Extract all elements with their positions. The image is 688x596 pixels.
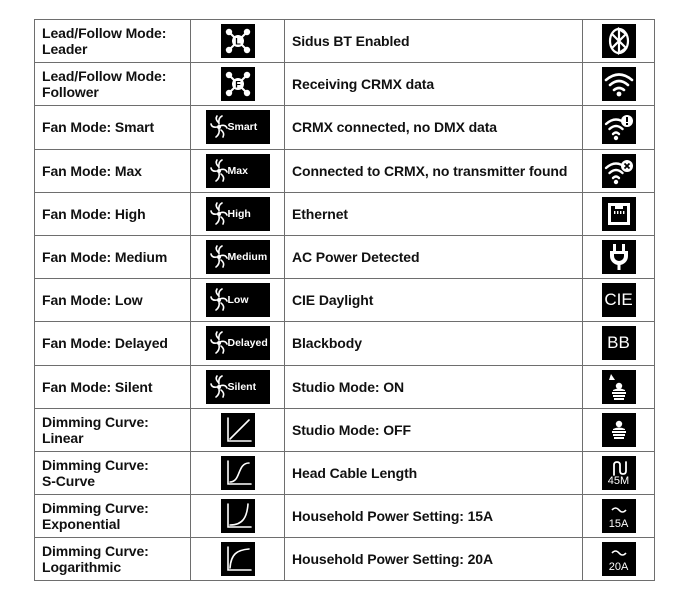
left-icon-cell [191, 192, 285, 235]
exponential-curve-icon [221, 499, 255, 533]
bb-icon [602, 326, 636, 360]
fan-silent-icon [206, 370, 270, 404]
right-icon-cell [583, 149, 655, 192]
fan-icon-text: High [227, 207, 251, 220]
table-row [35, 279, 655, 322]
right-icon-cell [583, 106, 655, 149]
fan-max-icon [206, 154, 270, 188]
right-icon-cell [583, 63, 655, 106]
right-status-label: Connected to CRMX, no transmitter found [285, 149, 583, 192]
cable-length-icon [602, 456, 636, 490]
fan-medium-icon [206, 240, 270, 274]
fan-delayed-icon [206, 326, 270, 360]
table-row [35, 365, 655, 408]
fan-icon-text: Silent [227, 380, 257, 393]
right-icon-cell [583, 495, 655, 538]
right-status-label: AC Power Detected [285, 235, 583, 278]
icon-legend-table [34, 19, 655, 581]
sidus-bluetooth-icon [602, 24, 636, 58]
right-icon-cell [583, 235, 655, 278]
table-row [35, 495, 655, 538]
left-icon-cell [191, 20, 285, 63]
right-icon-cell [583, 279, 655, 322]
logarithmic-curve-icon [221, 542, 255, 576]
svg-text:L: L [234, 36, 241, 47]
table-row [35, 538, 655, 581]
right-status-label: Receiving CRMX data [285, 63, 583, 106]
right-icon-cell [583, 451, 655, 494]
left-icon-cell [191, 235, 285, 278]
icon-text: 15A [608, 518, 629, 531]
fan-icon-text: Low [227, 294, 249, 307]
fan-icon-text: Max [227, 164, 248, 177]
fan-icon-text: Smart [227, 121, 258, 134]
table-row [35, 408, 655, 451]
right-icon-cell [583, 408, 655, 451]
wifi-x-icon [602, 154, 636, 188]
right-status-label: CIE Daylight [285, 279, 583, 322]
leader-network-icon [221, 24, 255, 58]
left-icon-cell [191, 322, 285, 365]
table-row [35, 106, 655, 149]
left-mode-label: Fan Mode: Medium [35, 235, 191, 278]
left-icon-cell [191, 365, 285, 408]
left-mode-label: Dimming Curve: Exponential [35, 495, 191, 538]
left-icon-cell [191, 279, 285, 322]
left-mode-label: Fan Mode: Delayed [35, 322, 191, 365]
icon-text: 20A [608, 561, 629, 574]
right-status-label: Household Power Setting: 20A [285, 538, 583, 581]
table-row [35, 63, 655, 106]
table-row [35, 20, 655, 63]
right-icon-cell [583, 322, 655, 365]
right-status-label: Ethernet [285, 192, 583, 235]
ethernet-port-icon [602, 197, 636, 231]
right-status-label: Household Power Setting: 15A [285, 495, 583, 538]
left-mode-label: Fan Mode: Smart [35, 106, 191, 149]
icon-text: CIE [604, 290, 633, 310]
cie-icon [602, 283, 636, 317]
left-icon-cell [191, 149, 285, 192]
left-mode-label: Fan Mode: Low [35, 279, 191, 322]
s-curve-icon [221, 456, 255, 490]
left-mode-label: Fan Mode: High [35, 192, 191, 235]
right-icon-cell [583, 192, 655, 235]
right-status-label: CRMX connected, no DMX data [285, 106, 583, 149]
fan-icon-text: Delayed [227, 337, 268, 350]
wifi-icon [602, 67, 636, 101]
left-icon-cell [191, 408, 285, 451]
table-row [35, 322, 655, 365]
table-row [35, 451, 655, 494]
left-mode-label: Dimming Curve: S-Curve [35, 451, 191, 494]
svg-text:F: F [234, 79, 241, 90]
right-icon-cell [583, 365, 655, 408]
right-icon-cell [583, 538, 655, 581]
left-mode-label: Fan Mode: Silent [35, 365, 191, 408]
left-mode-label: Dimming Curve: Linear [35, 408, 191, 451]
left-mode-label: Fan Mode: Max [35, 149, 191, 192]
left-icon-cell [191, 538, 285, 581]
fan-icon-text: Medium [227, 251, 268, 264]
icon-text: 45M [607, 474, 630, 487]
left-mode-label: Lead/Follow Mode: Leader [35, 20, 191, 63]
power-15a-icon [602, 499, 636, 533]
follower-network-icon [221, 67, 255, 101]
table-row [35, 235, 655, 278]
linear-curve-icon [221, 413, 255, 447]
right-status-label: Sidus BT Enabled [285, 20, 583, 63]
left-icon-cell [191, 451, 285, 494]
fan-smart-icon [206, 110, 270, 144]
wifi-alert-icon [602, 110, 636, 144]
studio-on-icon [602, 370, 636, 404]
right-status-label: Studio Mode: ON [285, 365, 583, 408]
fan-low-icon [206, 283, 270, 317]
left-icon-cell [191, 495, 285, 538]
left-icon-cell [191, 63, 285, 106]
studio-off-icon [602, 413, 636, 447]
table-row [35, 192, 655, 235]
left-icon-cell [191, 106, 285, 149]
table-row [35, 149, 655, 192]
ac-plug-icon [602, 240, 636, 274]
power-20a-icon [602, 542, 636, 576]
fan-high-icon [206, 197, 270, 231]
right-status-label: Studio Mode: OFF [285, 408, 583, 451]
left-mode-label: Dimming Curve: Logarithmic [35, 538, 191, 581]
right-status-label: Blackbody [285, 322, 583, 365]
right-status-label: Head Cable Length [285, 451, 583, 494]
icon-text: BB [607, 333, 630, 353]
right-icon-cell [583, 20, 655, 63]
left-mode-label: Lead/Follow Mode: Follower [35, 63, 191, 106]
